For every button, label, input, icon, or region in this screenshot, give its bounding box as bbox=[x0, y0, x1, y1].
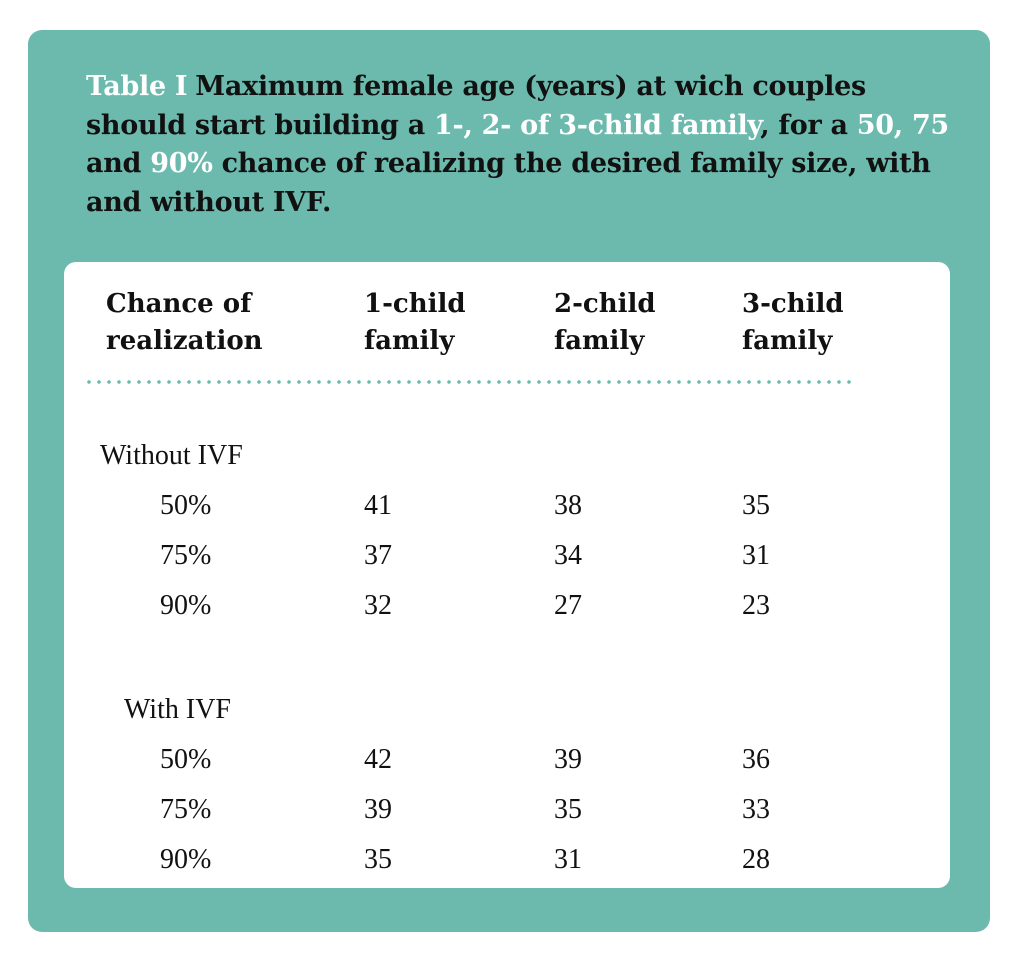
table-cell: 32 bbox=[364, 590, 392, 621]
table-cell: 23 bbox=[742, 590, 770, 621]
table-cell: 35 bbox=[554, 794, 582, 825]
section-label-with-ivf: With IVF bbox=[124, 694, 231, 725]
table-cell: 37 bbox=[364, 540, 392, 571]
caption-text-2: , for a bbox=[760, 109, 857, 141]
caption-text-3: and bbox=[86, 148, 151, 179]
table-cell: 28 bbox=[742, 844, 770, 875]
table-cell: 33 bbox=[742, 794, 770, 825]
caption-text-1: Maximum female age (years) at wich couples should start building a bbox=[86, 71, 866, 141]
header-chance: Chance of realization bbox=[106, 289, 263, 356]
header-3-child: 3-child family bbox=[742, 289, 844, 356]
caption-highlight-percent-2: 90% bbox=[150, 148, 213, 179]
table-cell: 31 bbox=[554, 844, 582, 875]
caption-text-4: chance of realizing the desired family size, with and without IVF. bbox=[86, 148, 931, 218]
row-chance: 50% bbox=[160, 744, 212, 775]
table-panel bbox=[64, 262, 950, 888]
header-2-child: 2-child family bbox=[554, 289, 656, 356]
row-chance: 90% bbox=[160, 590, 212, 621]
section-label-without-ivf: Without IVF bbox=[100, 440, 243, 471]
table-cell: 31 bbox=[742, 540, 770, 571]
table-cell: 41 bbox=[364, 490, 392, 521]
table-cell: 39 bbox=[554, 744, 582, 775]
header-1-child: 1-child family bbox=[364, 289, 466, 356]
table-cell: 42 bbox=[364, 744, 392, 775]
table-cell: 36 bbox=[742, 744, 770, 775]
table-cell: 35 bbox=[742, 490, 770, 521]
table-cell: 34 bbox=[554, 540, 582, 571]
table-label: Table I bbox=[86, 71, 188, 102]
table-card bbox=[28, 30, 990, 932]
header-divider bbox=[84, 380, 854, 384]
caption-highlight-percent-1: 50, 75 bbox=[856, 109, 949, 141]
row-chance: 75% bbox=[160, 540, 212, 571]
table-caption bbox=[86, 68, 966, 222]
caption-highlight-family-sizes: 1-, 2- of 3-child family bbox=[434, 109, 761, 141]
table-cell: 39 bbox=[364, 794, 392, 825]
table-cell: 35 bbox=[364, 844, 392, 875]
table-cell: 27 bbox=[554, 590, 582, 621]
row-chance: 50% bbox=[160, 490, 212, 521]
row-chance: 75% bbox=[160, 794, 212, 825]
row-chance: 90% bbox=[160, 844, 212, 875]
table-cell: 38 bbox=[554, 490, 582, 521]
